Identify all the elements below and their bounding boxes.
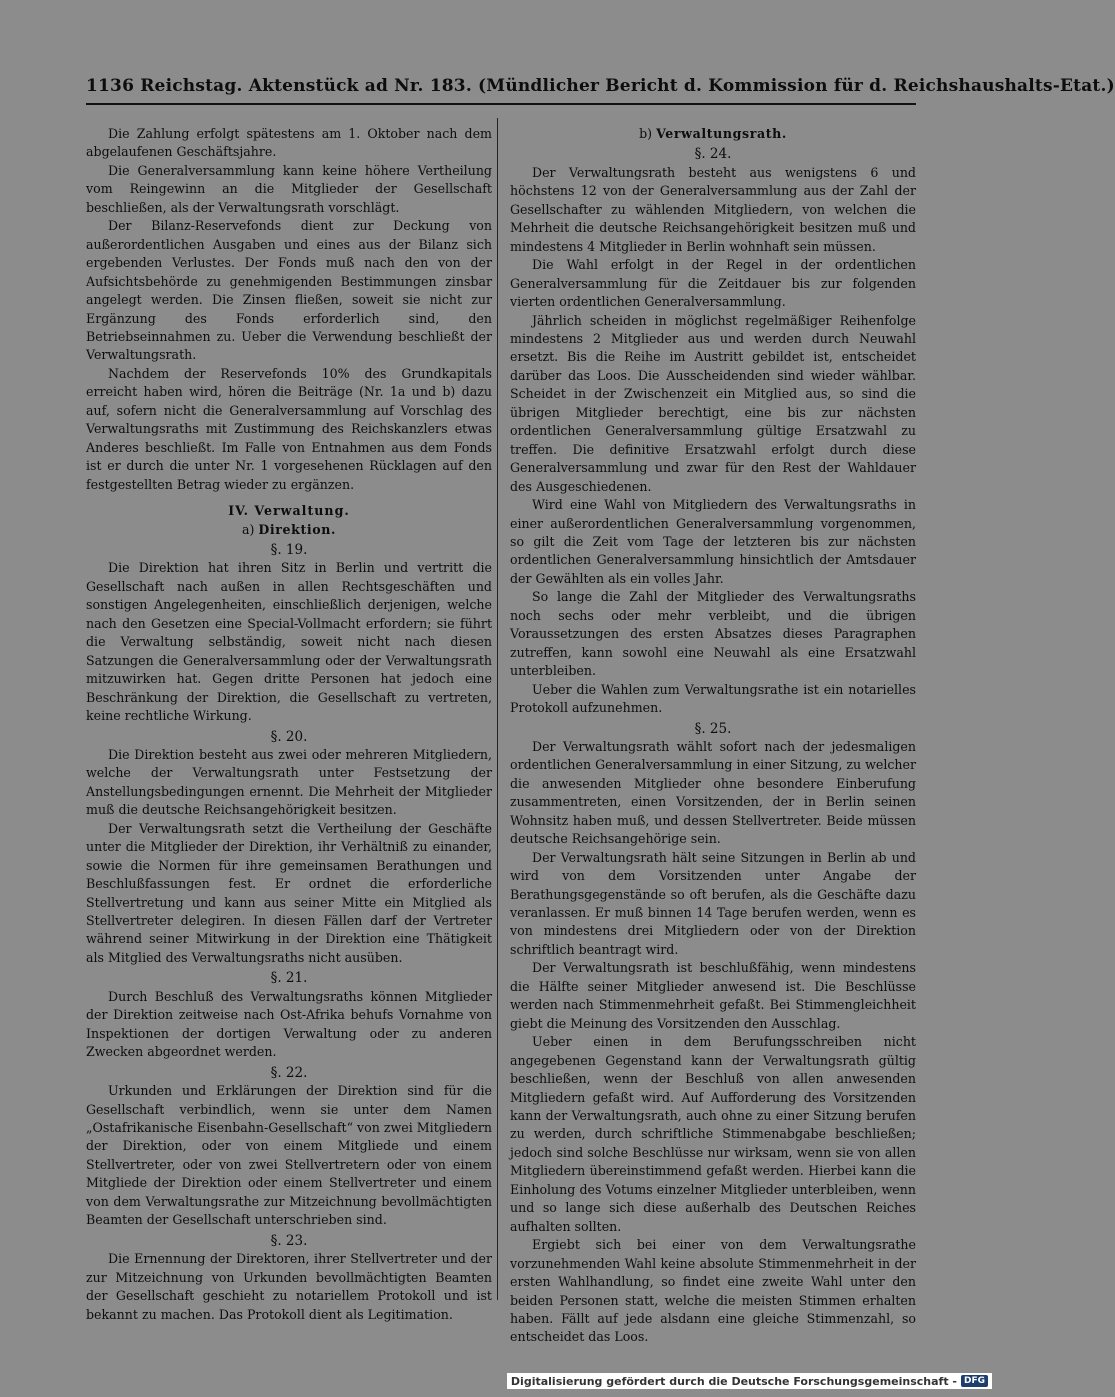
subsection-prefix: a) (241, 521, 255, 537)
section-heading: IV. Verwaltung. (228, 503, 350, 519)
dfg-attribution (507, 1373, 992, 1389)
subsection-heading (86, 521, 492, 539)
paragraph: Urkunden und Erklärungen der Direktion sind für die Gesellschaft verbindlich, wenn sie unter dem Namen „Ostafrikanische Eisenbahn-Gesellschaft“ von zwei Mitgliedern der Direktion, oder von einem Mitgliede und einem Stellvertreter, oder von zwei Stellvertretern oder von einem Mitgliede der Direktion oder einem Stellvertreter und einem von dem Verwaltungsrathe zur Mitzeichnung bevollmächtigten Beamten der Gesellschaft unterschrieben sind. (86, 1083, 492, 1228)
paragraph: Die Direktion besteht aus zwei oder mehreren Mitgliedern, welche der Verwaltungsrath unter Festsetzung der Anstellungsbedingungen ernennt. Die Mehrheit der Mitglieder muß die deutsche Reichsangehörigkeit besitzen. (86, 746, 492, 818)
paragraph: Nachdem der Reservefonds 10% des Grundkapitals erreicht haben wird, hören die Beiträge (Nr. 1a und b) dazu auf, sofern nicht die Generalversammlung auf Vorschlag des Verwaltungsraths mit Zustimmung des Reichskanzlers etwas Anderes beschließt. Im Falle von Entnahmen aus dem Fonds ist er durch die unter Nr. 1 vorgesehenen Rücklagen auf den festgestellten Betrag wieder zu ergänzen. (86, 365, 492, 492)
paragraph: Die Wahl erfolgt in der Regel in der ordentlichen Generalversammlung für die Zeitdauer bis zur folgenden vierten ordentlichen Generalversammlung. (510, 257, 916, 310)
paragraph-label: §. 25. (694, 720, 732, 737)
paragraph: Die Zahlung erfolgt spätestens am 1. Oktober nach dem abgelaufenen Geschäftsjahre. (86, 126, 492, 160)
paragraph-label: §. 20. (270, 728, 308, 745)
paragraph: Ueber einen in dem Berufungsschreiben nicht angegebenen Gegenstand kann der Verwaltungsrath gültig beschließen, wenn der Beschluß von allen anwesenden Mitgliedern gefaßt wird. Auf Aufforderung des Vorsitzenden kann der Verwaltungsrath, auch ohne zu einer Sitzung berufen zu werden, durch schriftliche Stimmenabgabe beschließen; jedoch sind solche Beschlüsse nur wirksam, wenn sie von allen Mitgliedern übereinstimmend gefaßt werden. Hierbei kann die Einholung des Votums einzelner Mitglieder unterbleiben, wenn und so lange sich diese außerhalb des Deutschen Reiches aufhalten sollten. (510, 1034, 916, 1234)
paragraph-label: §. 24. (694, 146, 732, 163)
subsection-title: Direktion. (258, 521, 337, 537)
column-divider (497, 118, 498, 1300)
paragraph: Der Verwaltungsrath hält seine Sitzungen in Berlin ab und wird von dem Vorsitzenden unter Angabe der Berathungsgegenstände so oft berufen, als die Geschäfte dazu veranlassen. Er muß binnen 14 Tage berufen werden, wenn es von mindestens drei Mitgliedern oder von der Direktion schriftlich beantragt wird. (510, 849, 916, 957)
subsection-prefix: b) (639, 126, 653, 141)
paragraph-label: §. 19. (270, 541, 308, 558)
paragraph: Der Verwaltungsrath wählt sofort nach der jedesmaligen ordentlichen Generalversammlung in einer Sitzung, zu welcher die anwesenden Mitglieder ohne besondere Einberufung zusammentreten, einen Vorsitzenden, der in Berlin seinen Wohnsitz haben muß, und dessen Stellvertreter. Beide müssen deutsche Reichsangehörige sein. (510, 738, 916, 847)
paragraph: Ergiebt sich bei einer von dem Verwaltungsrathe vorzunehmenden Wahl keine absolute Stimmenmehrheit in der ersten Wahlhandlung, so findet eine zweite Wahl unter den beiden Personen statt, welche die meisten Stimmen erhalten haben. Fällt auf jede alsdann eine gleiche Stimmenzahl, so entscheidet das Loos. (510, 1237, 916, 1345)
paragraph: Die Generalversammlung kann keine höhere Vertheilung vom Reingewinn an die Mitglieder der Gesellschaft beschließen, als der Verwaltungsrath vorschlägt. (86, 162, 492, 215)
paragraph: Der Verwaltungsrath ist beschlußfähig, wenn mindestens die Hälfte seiner Mitglieder anwesend ist. Die Beschlüsse werden nach Stimmenmehrheit gefaßt. Bei Stimmengleichheit giebt die Meinung des Vorsitzenden den Ausschlag. (510, 960, 916, 1031)
header-rule (86, 103, 916, 105)
subsection-title: Verwaltungsrath. (656, 126, 787, 141)
paragraph-label: §. 22. (270, 1064, 308, 1081)
paragraph-label: §. 23. (270, 1232, 308, 1249)
paragraph: Die Ernennung der Direktoren, ihrer Stellvertreter und der zur Mitzeichnung von Urkunden bevollmächtigten Beamten der Gesellschaft geschieht zu notariellem Protokoll und ist bekannt zu machen. Das Protokoll dient als Legitimation. (86, 1251, 492, 1322)
paragraph: Wird eine Wahl von Mitgliedern des Verwaltungsraths in einer außerordentlichen Generalversammlung vorgenommen, so gilt die Zeit vom Tage der letzteren bis zur nächsten ordentlichen Generalversammlung hinsichtlich der Amtsdauer der Gewählten als ein volles Jahr. (510, 497, 916, 586)
paragraph: Der Verwaltungsrath besteht aus wenigstens 6 und höchstens 12 von der Generalversammlung aus der Zahl der Gesellschafter zu wählenden Mitgliedern, von welchen die Mehrheit die deutsche Reichsangehörigkeit besitzen muß und mindestens 4 Mitglieder in Berlin wohnhaft sein müssen. (510, 164, 916, 254)
paragraph: Der Verwaltungsrath setzt die Vertheilung der Geschäfte unter die Mitglieder der Direktion, ihr Verhältniß zu einander, sowie die Normen für ihre gemeinsamen Berathungen und Beschlußfassungen fest. Er ordnet die erforderliche Stellvertretung und kann aus seiner Mitte ein Mitglied als Stellvertreter delegiren. In diesen Fällen darf der Vertreter während seiner Mitwirkung in der Direktion eine Thätigkeit als Mitglied des Verwaltungsraths nicht ausüben. (86, 820, 492, 965)
right-column (510, 125, 916, 1347)
paragraph: Durch Beschluß des Verwaltungsraths können Mitglieder der Direktion zeitweise nach Ost-Afrika behufs Vornahme von Inspektionen der dortigen Verwaltung oder zu anderen Zwecken abgeordnet werden. (86, 988, 492, 1060)
paragraph: Der Bilanz-Reservefonds dient zur Deckung von außerordentlichen Ausgaben und eines aus der Bilanz sich ergebenden Verlustes. Der Fonds muß nach den von der Aufsichtsbehörde zu genehmigenden Bestimmungen zinsbar angelegt werden. Die Zinsen fließen, soweit sie nicht zur Ergänzung des Fonds erforderlich sind, den Betriebseinnahmen zu. Ueber die Verwendung beschließt der Verwaltungsrath. (86, 218, 492, 363)
page-header: 1136 Reichstag. Aktenstück ad Nr. 183. (Mündlicher Bericht d. Kommission für d. Reichshaushalts-Etat.) (86, 76, 1115, 96)
subsection-heading (510, 125, 916, 143)
paragraph: Die Direktion hat ihren Sitz in Berlin und vertritt die Gesellschaft nach außen in allen Rechtsgeschäften und sonstigen Angelegenheiten, einschließlich derjenigen, welche nach den Gesetzen eine Special-Vollmacht erfordern; sie führt die Verwaltung selbständig, soweit nicht nach diesen Satzungen die Generalversammlung oder der Verwaltungsrath mitzuwirken hat. Gegen dritte Personen hat jedoch eine Beschränkung der Direktion, die Gesellschaft zu vertreten, keine rechtliche Wirkung. (86, 560, 492, 724)
attribution-text: Digitalisierung gefördert durch die Deutsche Forschungsgemeinschaft - (510, 1374, 957, 1388)
left-column (86, 125, 492, 1324)
paragraph-label: §. 21. (270, 970, 308, 987)
paragraph: Jährlich scheiden in möglichst regelmäßiger Reihenfolge mindestens 2 Mitglieder aus und werden durch Neuwahl ersetzt. Bis die Reihe im Austritt gebildet ist, entscheidet darüber das Loos. Die Ausscheidenden sind wieder wählbar. Scheidet in der Zwischenzeit ein Mitglied aus, so sind die übrigen Mitglieder berechtigt, eine bis zur nächsten ordentlichen Generalversammlung gültige Ersatzwahl zu treffen. Die definitive Ersatzwahl erfolgt durch diese Generalversammlung und zwar für den Rest der Wahldauer des Ausgeschiedenen. (510, 312, 916, 494)
paragraph: So lange die Zahl der Mitglieder des Verwaltungsraths noch sechs oder mehr verbleibt, und die übrigen Voraussetzungen des ersten Absatzes dieses Paragraphen zutreffen, kann sowohl eine Neuwahl als eine Ersatzwahl unterbleiben. (510, 589, 916, 679)
dfg-logo-icon: DFG (961, 1375, 988, 1387)
paragraph: Ueber die Wahlen zum Verwaltungsrathe ist ein notarielles Protokoll aufzunehmen. (510, 681, 916, 716)
